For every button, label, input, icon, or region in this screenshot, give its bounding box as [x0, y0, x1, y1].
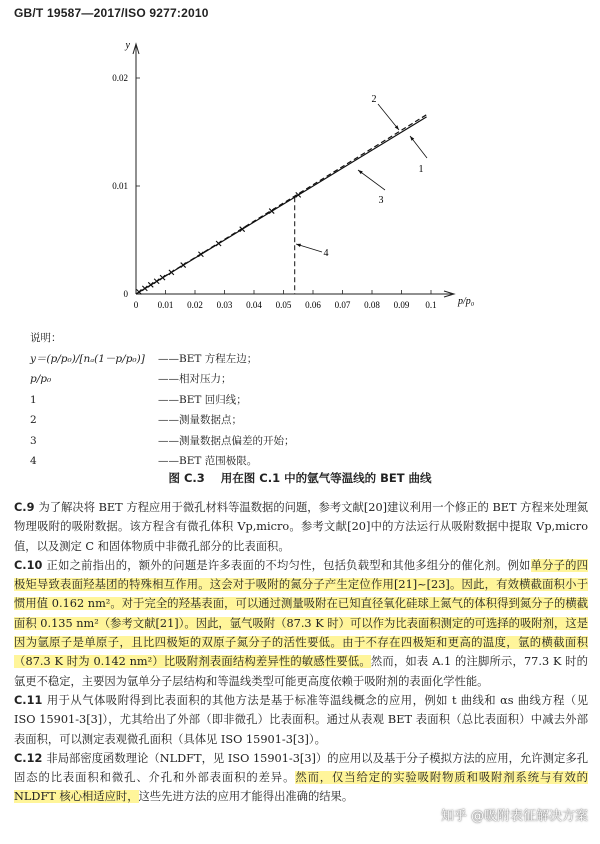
standard-header: GB/T 19587—2017/ISO 9277:2010: [14, 6, 209, 20]
x-tick-label: 0.09: [393, 300, 410, 310]
x-tick-label: 0.01: [157, 300, 174, 310]
highlighted-text: 然而，仅当给定的实验吸附物质和吸附剂系统与有效的 NLDFT 核心相适应时，: [14, 771, 588, 804]
clause-number: C.12: [14, 751, 43, 765]
legend-symbol: y＝(p/p₀)/[nₐ(1－p/p₀)]: [30, 352, 145, 365]
plot-callouts: [296, 94, 427, 259]
callout-label: 2: [371, 94, 377, 105]
clause-text: 这些先进方法的应用才能得出准确的结果。: [138, 790, 354, 804]
legend-desc: ——BET 方程左边；: [158, 352, 258, 365]
x-tick-label: 0.02: [187, 300, 203, 310]
watermark: 知乎 @吸附表征解决方案: [440, 809, 588, 824]
body-text: [14, 498, 588, 807]
callout-arrow: [296, 244, 301, 247]
clause-number: C.11: [14, 693, 43, 707]
clause-text: 非局部密度函数理论（NLDFT，见 ISO 15901-3[3]）的应用以及基于分子模拟方法的应用，允许测定多孔固态的比表面积和微孔、介孔和外部表面积的差异。: [14, 751, 588, 785]
clause-text: 用于从气体吸附得到比表面积的其他方法是基于标准等温线概念的应用，例如 t 曲线和 αs 曲线方程（见 ISO 15901-3[3]），尤其给出了外部（即非微孔）比表面积。通过从表观 BET 表面积（总比表面积）中减去外部表面积，可以测定表观微孔面积（具体见 ISO 15901-3[3]）。: [14, 693, 588, 746]
x-tick-label: 0.06: [305, 300, 321, 310]
clause-text: 正如之前指出的，额外的问题是许多表面的不均匀性，包括负载型和其他多组分的催化剂。例如: [46, 558, 531, 572]
paragraph-c11: [14, 691, 588, 749]
data-point: [216, 241, 221, 246]
x-tick-label: 0: [133, 300, 139, 310]
legend-symbol: 2: [30, 414, 37, 426]
legend-row: [30, 369, 295, 390]
plot-ticks: [112, 73, 436, 310]
callout-label: 4: [323, 248, 329, 259]
legend-desc: ——相对压力；: [158, 373, 232, 385]
data-point: [198, 252, 203, 257]
x-tick-label: 0.05: [275, 300, 292, 310]
x-tick-label: 0.04: [246, 300, 262, 310]
callout-arrow: [358, 170, 363, 174]
legend-row: [30, 451, 295, 472]
data-point: [181, 263, 186, 268]
legend-symbol: 4: [30, 455, 37, 467]
callout-leader: [378, 104, 399, 130]
x-tick-label: 0.03: [216, 300, 233, 310]
legend-symbol: p/p₀: [30, 373, 52, 385]
callout-label: 1: [418, 164, 424, 175]
data-point: [160, 275, 165, 280]
y-tick-label: 0.02: [112, 73, 128, 83]
figure-caption: [0, 470, 600, 486]
callout-leader: [358, 170, 385, 190]
legend-desc: ——BET 回归线；: [158, 393, 247, 406]
y-tick-label: 0.01: [112, 181, 128, 191]
paragraph-c12: [14, 749, 588, 807]
legend-row: [30, 349, 295, 370]
y-axis-label: y: [125, 40, 130, 51]
legend-row: [30, 410, 295, 431]
figure-number: 图 C.3: [168, 471, 205, 485]
x-axis-label: p/p₀: [458, 296, 475, 307]
x-tick-label: 0.08: [364, 300, 380, 310]
legend-desc: ——测量数据点偏差的开始；: [158, 434, 295, 447]
data-point: [154, 279, 159, 284]
data-point: [269, 209, 274, 214]
x-tick-label: 0.07: [334, 300, 351, 310]
legend-symbol: 3: [30, 434, 37, 447]
legend-title: 说明：: [30, 332, 62, 344]
data-point: [148, 282, 153, 287]
figure-title: 用在图 C.1 中的氩气等温线的 BET 曲线: [220, 471, 432, 485]
legend-symbol: 1: [30, 393, 37, 406]
y-tick-label: 0: [123, 289, 128, 299]
callout-label: 3: [378, 195, 384, 206]
clause-text: 然而，如表 A.1 的注脚所示，77.3 K 时的氩更不稳定，主要因为氩单分子层结构和等温线类型可能更高度依赖于吸附剂的表面化学性能。: [14, 655, 588, 688]
legend-desc: ——测量数据点；: [158, 414, 242, 426]
bet-plot: [0, 30, 600, 326]
paragraph-c10: [14, 556, 588, 691]
legend-row: [30, 390, 295, 411]
data-point: [169, 270, 174, 275]
paragraph-c9: [14, 498, 588, 556]
legend-row: [30, 431, 295, 452]
legend: [30, 328, 295, 472]
clause-number: C.10: [14, 558, 43, 572]
legend-desc: ——BET 范围极限。: [158, 455, 258, 467]
x-tick-label: 0.1: [425, 300, 437, 310]
clause-number: C.9: [14, 501, 35, 514]
data-point: [142, 286, 147, 291]
clause-text: 为了解决将 BET 方程应用于微孔材料等温数据的问题，参考文献[20]建议利用一个修正的 BET 方程来处理氮物理吸附的吸附数据。该方程含有微孔体积 Vp,micro。参考文献[20]中的方法运行从吸附数据中提取 Vp,micro 值，以及测定 C 和固体物质中非微孔部分的比表面积。: [14, 501, 588, 553]
highlighted-text: 单分子的四极矩导致表面羟基团的特殊相互作用。这会对于吸附的氮分子产生定位作用[21]~[23]。因此，有效横截面积小于惯用值 0.162 nm²。对于完全的羟基表面，可以通过测量吸附在已知直径氧化硅球上氮气的体积得到氮分子的横截面积 0.135 nm²（参考文献[21]）。因此，氩气吸附（87.3 K 时）可以作为比表面积测定的可选择的吸附剂，这是因为氩原子是单原子，且比四极矩的双原子氮分子的活性要低。由于不存在四极矩和更高的温度，氩的横截面积（87.3 K 时为 0.142 nm²）比吸附剂表面结构差异性的敏感性要低。: [14, 558, 588, 669]
